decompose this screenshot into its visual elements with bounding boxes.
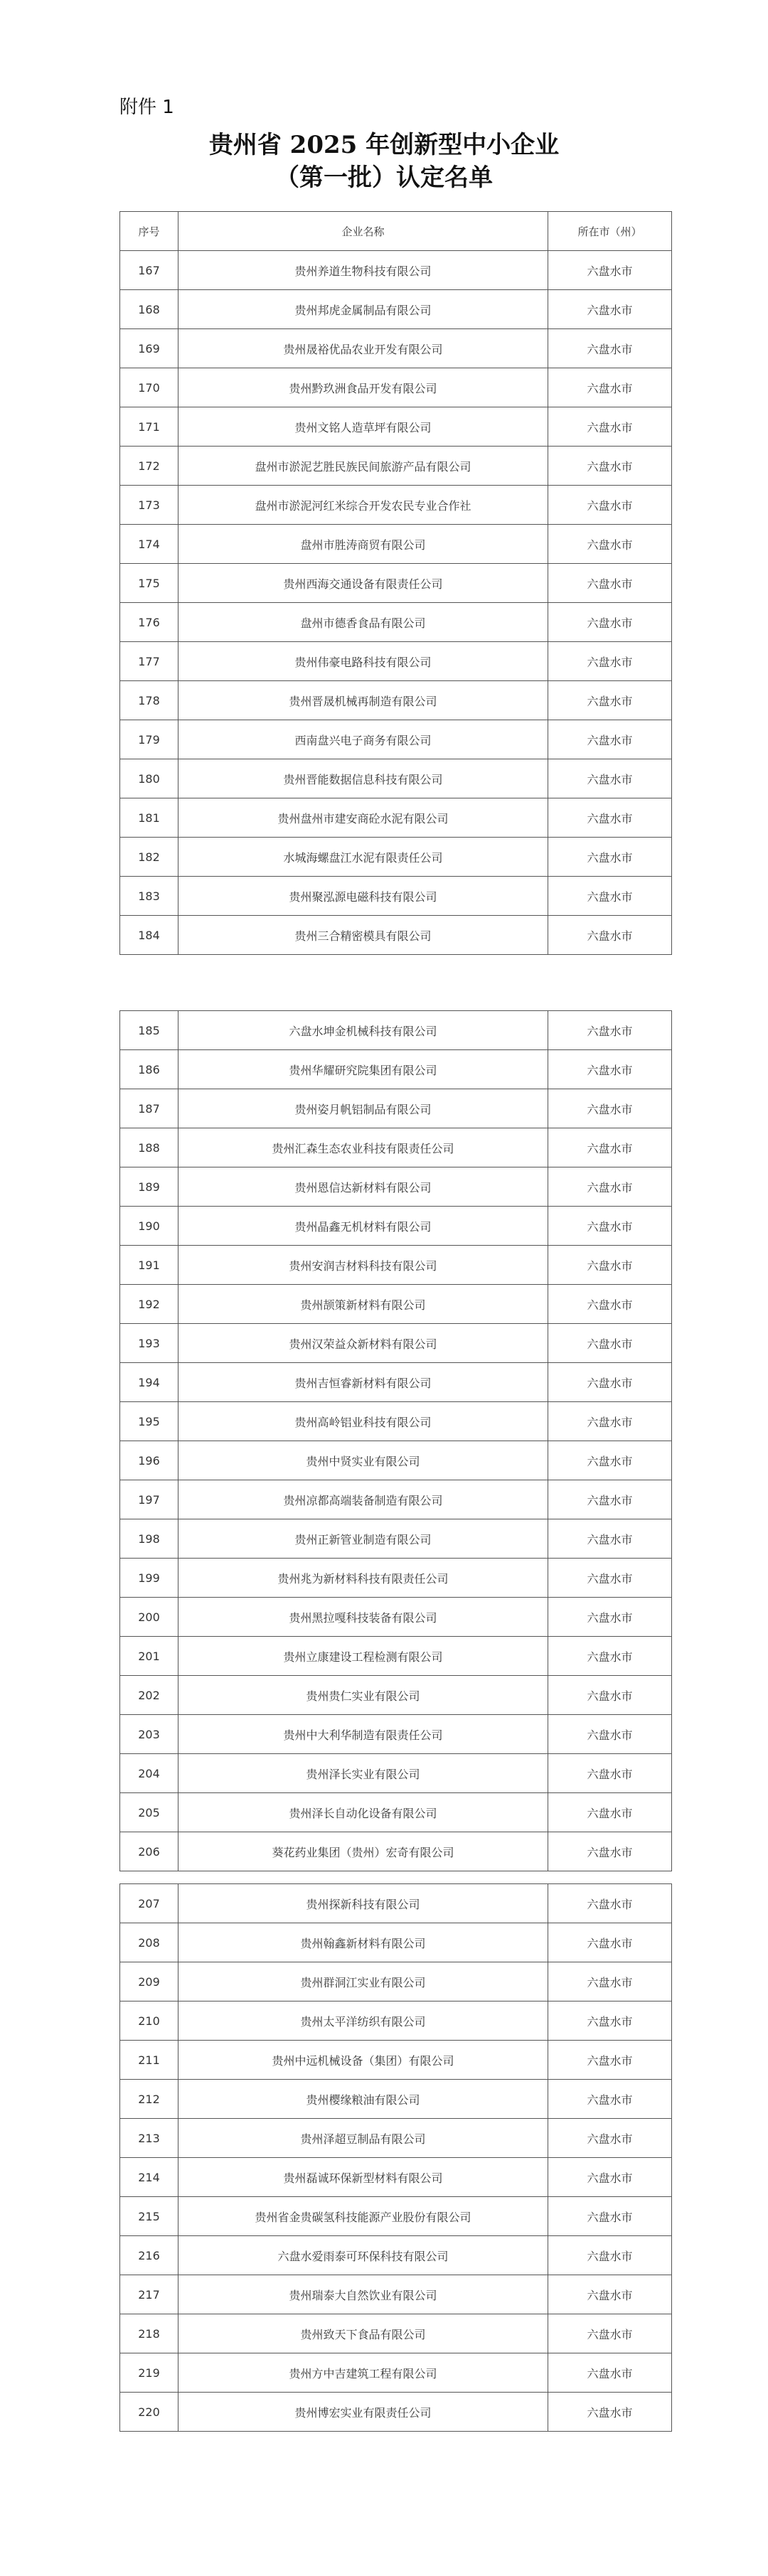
table-row: [120, 564, 672, 603]
cell-enterprise-name: 盘州市德香食品有限公司: [178, 603, 548, 642]
cell-no: 182: [120, 838, 178, 877]
cell-enterprise-name: 贵州省金贵碳氢科技能源产业股份有限公司: [178, 2197, 548, 2236]
cell-no: 213: [120, 2119, 178, 2158]
cell-no: 181: [120, 798, 178, 838]
cell-city: 六盘水市: [548, 251, 672, 290]
cell-no: 191: [120, 1246, 178, 1285]
cell-enterprise-name: 贵州文铭人造草坪有限公司: [178, 407, 548, 447]
cell-city: 六盘水市: [548, 525, 672, 564]
cell-enterprise-name: 贵州立康建设工程检测有限公司: [178, 1637, 548, 1676]
cell-no: 215: [120, 2197, 178, 2236]
table-row: [120, 447, 672, 486]
cell-no: 198: [120, 1519, 178, 1559]
table-row: [120, 2236, 672, 2275]
enterprise-table-1: [119, 211, 672, 955]
table-row: [120, 2002, 672, 2041]
cell-no: 192: [120, 1285, 178, 1324]
cell-enterprise-name: 贵州正新管业制造有限公司: [178, 1519, 548, 1559]
cell-enterprise-name: 贵州黔玖洲食品开发有限公司: [178, 368, 548, 407]
table-row: [120, 486, 672, 525]
cell-no: 168: [120, 290, 178, 329]
table-row: [120, 1676, 672, 1715]
cell-no: 205: [120, 1793, 178, 1832]
table-row: [120, 2080, 672, 2119]
cell-city: 六盘水市: [548, 564, 672, 603]
cell-no: 172: [120, 447, 178, 486]
cell-enterprise-name: 贵州颉策新材料有限公司: [178, 1285, 548, 1324]
cell-city: 六盘水市: [548, 1402, 672, 1441]
table-row: [120, 1128, 672, 1167]
table-row: [120, 1884, 672, 1923]
table-row: [120, 1598, 672, 1637]
table-row: [120, 1637, 672, 1676]
cell-no: 167: [120, 251, 178, 290]
cell-no: 207: [120, 1884, 178, 1923]
cell-enterprise-name: 贵州晟裕优品农业开发有限公司: [178, 329, 548, 368]
cell-enterprise-name: 贵州晶鑫无机材料有限公司: [178, 1207, 548, 1246]
cell-city: 六盘水市: [548, 603, 672, 642]
cell-no: 180: [120, 759, 178, 798]
table-row: [120, 2158, 672, 2197]
cell-enterprise-name: 贵州汇森生态农业科技有限责任公司: [178, 1128, 548, 1167]
table-row: [120, 407, 672, 447]
enterprise-table-3: [119, 1883, 672, 2432]
cell-no: 187: [120, 1089, 178, 1128]
cell-city: 六盘水市: [548, 290, 672, 329]
cell-city: 六盘水市: [548, 1754, 672, 1793]
table-row: [120, 1923, 672, 1962]
cell-enterprise-name: 六盘水坤金机械科技有限公司: [178, 1011, 548, 1050]
cell-enterprise-name: 贵州恩信达新材料有限公司: [178, 1167, 548, 1207]
cell-city: 六盘水市: [548, 2080, 672, 2119]
table-row: [120, 251, 672, 290]
table-row: [120, 2314, 672, 2353]
table-row: [120, 759, 672, 798]
cell-city: 六盘水市: [548, 2158, 672, 2197]
cell-city: 六盘水市: [548, 1324, 672, 1363]
cell-no: 175: [120, 564, 178, 603]
table-row: [120, 681, 672, 720]
cell-enterprise-name: 贵州伟豪电路科技有限公司: [178, 642, 548, 681]
table-row: [120, 642, 672, 681]
cell-enterprise-name: 贵州樱缘粮油有限公司: [178, 2080, 548, 2119]
cell-no: 201: [120, 1637, 178, 1676]
table-row: [120, 2353, 672, 2393]
table-row: [120, 1754, 672, 1793]
table-row: [120, 1519, 672, 1559]
cell-enterprise-name: 贵州兆为新材料科技有限责任公司: [178, 1559, 548, 1598]
cell-city: 六盘水市: [548, 1441, 672, 1480]
cell-city: 六盘水市: [548, 798, 672, 838]
table-row: [120, 720, 672, 759]
cell-city: 六盘水市: [548, 1207, 672, 1246]
cell-no: 209: [120, 1962, 178, 2002]
table-row: [120, 1480, 672, 1519]
cell-enterprise-name: 水城海螺盘江水泥有限责任公司: [178, 838, 548, 877]
cell-no: 194: [120, 1363, 178, 1402]
table-header-row: [120, 212, 672, 251]
table-row: [120, 1207, 672, 1246]
cell-city: 六盘水市: [548, 329, 672, 368]
table-row: [120, 1559, 672, 1598]
cell-city: 六盘水市: [548, 720, 672, 759]
cell-enterprise-name: 贵州瑞泰大自然饮业有限公司: [178, 2275, 548, 2314]
cell-city: 六盘水市: [548, 2197, 672, 2236]
cell-city: 六盘水市: [548, 2002, 672, 2041]
cell-city: 六盘水市: [548, 877, 672, 916]
cell-enterprise-name: 贵州吉恒睿新材料有限公司: [178, 1363, 548, 1402]
cell-enterprise-name: 六盘水爱雨泰可环保科技有限公司: [178, 2236, 548, 2275]
table-row: [120, 1167, 672, 1207]
cell-enterprise-name: 盘州市淤泥艺胜民族民间旅游产品有限公司: [178, 447, 548, 486]
cell-no: 171: [120, 407, 178, 447]
cell-enterprise-name: 贵州盘州市建安商砼水泥有限公司: [178, 798, 548, 838]
cell-no: 216: [120, 2236, 178, 2275]
cell-enterprise-name: 贵州汉荣益众新材料有限公司: [178, 1324, 548, 1363]
table-row: [120, 603, 672, 642]
table-row: [120, 916, 672, 955]
cell-no: 186: [120, 1050, 178, 1089]
cell-no: 193: [120, 1324, 178, 1363]
cell-enterprise-name: 贵州三合精密模具有限公司: [178, 916, 548, 955]
cell-city: 六盘水市: [548, 447, 672, 486]
cell-city: 六盘水市: [548, 2393, 672, 2432]
cell-city: 六盘水市: [548, 1884, 672, 1923]
cell-city: 六盘水市: [548, 1519, 672, 1559]
cell-city: 六盘水市: [548, 1480, 672, 1519]
table-row: [120, 1402, 672, 1441]
cell-enterprise-name: 贵州聚泓源电磁科技有限公司: [178, 877, 548, 916]
header-no: 序号: [120, 212, 178, 251]
cell-enterprise-name: 贵州泽长自动化设备有限公司: [178, 1793, 548, 1832]
cell-city: 六盘水市: [548, 1793, 672, 1832]
cell-city: 六盘水市: [548, 1167, 672, 1207]
cell-no: 197: [120, 1480, 178, 1519]
cell-city: 六盘水市: [548, 1832, 672, 1871]
cell-no: 174: [120, 525, 178, 564]
cell-city: 六盘水市: [548, 916, 672, 955]
cell-no: 203: [120, 1715, 178, 1754]
cell-city: 六盘水市: [548, 1011, 672, 1050]
cell-enterprise-name: 贵州西海交通设备有限责任公司: [178, 564, 548, 603]
cell-no: 176: [120, 603, 178, 642]
cell-enterprise-name: 贵州贵仁实业有限公司: [178, 1676, 548, 1715]
header-name: 企业名称: [178, 212, 548, 251]
cell-no: 188: [120, 1128, 178, 1167]
cell-no: 169: [120, 329, 178, 368]
cell-enterprise-name: 贵州养道生物科技有限公司: [178, 251, 548, 290]
cell-enterprise-name: 贵州方中吉建筑工程有限公司: [178, 2353, 548, 2393]
cell-enterprise-name: 贵州探新科技有限公司: [178, 1884, 548, 1923]
cell-no: 184: [120, 916, 178, 955]
cell-no: 220: [120, 2393, 178, 2432]
cell-city: 六盘水市: [548, 759, 672, 798]
document-title-line1: 贵州省 2025 年创新型中小企业: [208, 131, 560, 159]
table-row: [120, 1246, 672, 1285]
cell-no: 212: [120, 2080, 178, 2119]
table-row: [120, 1324, 672, 1363]
table-row: [120, 1050, 672, 1089]
annex-label: 附件 1: [119, 97, 174, 118]
cell-enterprise-name: 贵州高岭铝业科技有限公司: [178, 1402, 548, 1441]
cell-enterprise-name: 贵州安润吉材料科技有限公司: [178, 1246, 548, 1285]
cell-city: 六盘水市: [548, 1089, 672, 1128]
document-title-line2: （第一批）认定名单: [275, 164, 493, 192]
cell-no: 214: [120, 2158, 178, 2197]
table-row: [120, 368, 672, 407]
cell-no: 202: [120, 1676, 178, 1715]
table-row: [120, 2393, 672, 2432]
cell-enterprise-name: 贵州致天下食品有限公司: [178, 2314, 548, 2353]
cell-city: 六盘水市: [548, 1923, 672, 1962]
table-row: [120, 1285, 672, 1324]
cell-no: 190: [120, 1207, 178, 1246]
cell-enterprise-name: 盘州市淤泥河红米综合开发农民专业合作社: [178, 486, 548, 525]
cell-enterprise-name: 贵州泽长实业有限公司: [178, 1754, 548, 1793]
cell-city: 六盘水市: [548, 2314, 672, 2353]
cell-no: 206: [120, 1832, 178, 1871]
table-row: [120, 2041, 672, 2080]
table-row: [120, 329, 672, 368]
cell-enterprise-name: 西南盘兴电子商务有限公司: [178, 720, 548, 759]
cell-city: 六盘水市: [548, 1637, 672, 1676]
table-row: [120, 2119, 672, 2158]
cell-no: 208: [120, 1923, 178, 1962]
cell-city: 六盘水市: [548, 2236, 672, 2275]
enterprise-table-2: [119, 1010, 672, 1871]
cell-no: 219: [120, 2353, 178, 2393]
cell-no: 196: [120, 1441, 178, 1480]
cell-no: 211: [120, 2041, 178, 2080]
cell-city: 六盘水市: [548, 1363, 672, 1402]
cell-enterprise-name: 贵州晋晟机械再制造有限公司: [178, 681, 548, 720]
cell-no: 189: [120, 1167, 178, 1207]
cell-no: 199: [120, 1559, 178, 1598]
cell-city: 六盘水市: [548, 2119, 672, 2158]
table-row: [120, 838, 672, 877]
cell-enterprise-name: 贵州磊诚环保新型材料有限公司: [178, 2158, 548, 2197]
cell-no: 218: [120, 2314, 178, 2353]
table-row: [120, 1715, 672, 1754]
cell-city: 六盘水市: [548, 368, 672, 407]
cell-city: 六盘水市: [548, 1715, 672, 1754]
cell-enterprise-name: 贵州翰鑫新材料有限公司: [178, 1923, 548, 1962]
cell-city: 六盘水市: [548, 1676, 672, 1715]
cell-no: 204: [120, 1754, 178, 1793]
cell-enterprise-name: 贵州群洞江实业有限公司: [178, 1962, 548, 2002]
cell-enterprise-name: 贵州泽超豆制品有限公司: [178, 2119, 548, 2158]
table-row: [120, 1962, 672, 2002]
cell-enterprise-name: 贵州凉都高端装备制造有限公司: [178, 1480, 548, 1519]
cell-enterprise-name: 葵花药业集团（贵州）宏奇有限公司: [178, 1832, 548, 1871]
cell-enterprise-name: 盘州市胜涛商贸有限公司: [178, 525, 548, 564]
cell-city: 六盘水市: [548, 407, 672, 447]
cell-enterprise-name: 贵州邦虎金属制品有限公司: [178, 290, 548, 329]
cell-enterprise-name: 贵州中大利华制造有限责任公司: [178, 1715, 548, 1754]
cell-city: 六盘水市: [548, 681, 672, 720]
cell-no: 210: [120, 2002, 178, 2041]
cell-city: 六盘水市: [548, 2353, 672, 2393]
cell-city: 六盘水市: [548, 1246, 672, 1285]
table-row: [120, 525, 672, 564]
table-row: [120, 2197, 672, 2236]
cell-city: 六盘水市: [548, 838, 672, 877]
cell-enterprise-name: 贵州博宏实业有限责任公司: [178, 2393, 548, 2432]
cell-city: 六盘水市: [548, 1285, 672, 1324]
table-row: [120, 1011, 672, 1050]
cell-city: 六盘水市: [548, 2041, 672, 2080]
cell-enterprise-name: 贵州华耀研究院集团有限公司: [178, 1050, 548, 1089]
cell-city: 六盘水市: [548, 1962, 672, 2002]
cell-city: 六盘水市: [548, 1128, 672, 1167]
header-city: 所在市（州）: [548, 212, 672, 251]
cell-city: 六盘水市: [548, 1050, 672, 1089]
cell-no: 179: [120, 720, 178, 759]
cell-city: 六盘水市: [548, 486, 672, 525]
table-row: [120, 798, 672, 838]
table-row: [120, 877, 672, 916]
table-row: [120, 1832, 672, 1871]
cell-no: 173: [120, 486, 178, 525]
cell-enterprise-name: 贵州中贤实业有限公司: [178, 1441, 548, 1480]
cell-no: 195: [120, 1402, 178, 1441]
cell-enterprise-name: 贵州黑拉嘎科技装备有限公司: [178, 1598, 548, 1637]
cell-city: 六盘水市: [548, 1598, 672, 1637]
cell-city: 六盘水市: [548, 1559, 672, 1598]
cell-no: 183: [120, 877, 178, 916]
cell-city: 六盘水市: [548, 642, 672, 681]
table-row: [120, 2275, 672, 2314]
table-row: [120, 290, 672, 329]
cell-no: 217: [120, 2275, 178, 2314]
table-row: [120, 1363, 672, 1402]
table-row: [120, 1793, 672, 1832]
table-row: [120, 1089, 672, 1128]
cell-no: 170: [120, 368, 178, 407]
cell-no: 177: [120, 642, 178, 681]
cell-enterprise-name: 贵州太平洋纺织有限公司: [178, 2002, 548, 2041]
table-row: [120, 1441, 672, 1480]
cell-no: 200: [120, 1598, 178, 1637]
cell-no: 185: [120, 1011, 178, 1050]
cell-no: 178: [120, 681, 178, 720]
cell-enterprise-name: 贵州姿月帆铝制品有限公司: [178, 1089, 548, 1128]
cell-enterprise-name: 贵州晋能数据信息科技有限公司: [178, 759, 548, 798]
cell-city: 六盘水市: [548, 2275, 672, 2314]
cell-enterprise-name: 贵州中远机械设备（集团）有限公司: [178, 2041, 548, 2080]
